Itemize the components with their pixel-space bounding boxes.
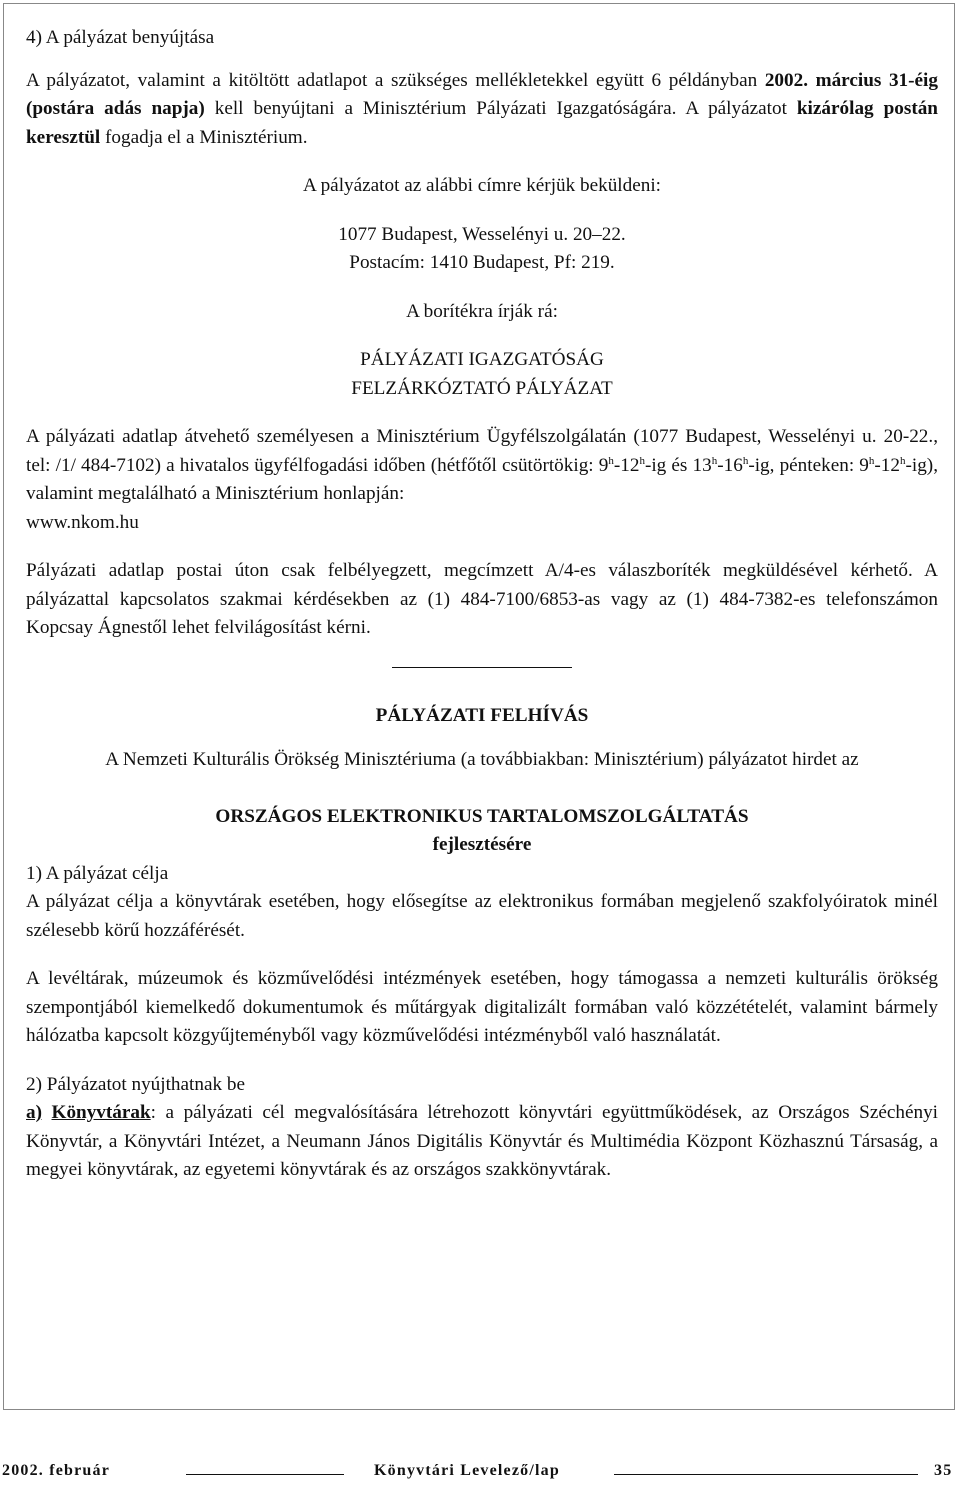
applicants-heading: 2) Pályázatot nyújthatnak be	[26, 1073, 245, 1095]
call-subject-line-2: fejlesztésére	[432, 834, 532, 855]
goal-paragraph-1: A pályázat célja a könyvtárak esetében, hogy elősegítse az elektronikus formában megjelenő szakfolyóiratok minél szélesebb körű hozzáférését.	[26, 891, 938, 941]
postal-request-paragraph: Pályázati adatlap postai úton csak felbélyegzett, megcímzett A/4-es válaszboríték megküldésével kérhető. A pályázattal kapcsolatos szakmai kérdésekben az (1) 484-7100/6853-as vagy az (1) 484-7382-es telefonszámon Kopcsay Ágnestől lehet felvilágosítást kérni.	[26, 560, 938, 638]
envelope-line-1: PÁLYÁZATI IGAZGATÓSÁG	[360, 349, 604, 370]
envelope-line-2: FELZÁRKÓZTATÓ PÁLYÁZAT	[351, 377, 613, 399]
address-line-1: 1077 Budapest, Wesselényi u. 20–22.	[338, 223, 626, 245]
call-title: PÁLYÁZATI FELHÍVÁS	[375, 704, 589, 726]
call-intro: A Nemzeti Kulturális Örökség Minisztériuma (a továbbiakban: Minisztérium) pályázatot hirdet az	[105, 749, 859, 770]
footer-rule-left	[186, 1474, 344, 1475]
footer-journal-title: Könyvtári Levelező/lap	[374, 1462, 560, 1479]
document-body	[26, 24, 938, 1185]
goal-paragraph-2: A levéltárak, múzeumok és közművelődési intézmények esetében, hogy támogassa a nemzeti kulturális örökség szempontjából kiemelkedő dokumentumok és műtárgyak digitalizált formában való közzétételét, valamint bármely hálózatba kapcsolt közgyűjteményből vagy közművelődési intézményből való használatát.	[26, 968, 938, 1046]
address-line-2: Postacím: 1410 Budapest, Pf: 219.	[349, 252, 615, 273]
website-link[interactable]: www.nkom.hu	[26, 511, 139, 533]
form-availability-paragraph: A pályázati adatlap átvehető személyesen a Minisztérium Ügyfélszolgálatán (1077 Budapest, Wesselényi u. 20-22., tel: /1/ 484-7102) a hivatalos ügyfélfogadási időben (hétfőtől csütörtökig: 9$^h$-12$^h$-ig és 13$^h$-16$^h$-ig, pénteken: 9$^h$-12$^h$-ig), valamint megtalálható a Minisztérium honlapján:	[26, 426, 938, 504]
envelope-intro: A borítékra írják rá:	[406, 300, 558, 322]
goal-heading: 1) A pályázat célja	[26, 862, 169, 884]
applicants-libraries-paragraph: a) Könyvtárak: a pályázati cél megvalósítására létrehozott könyvtári együttműködések, az Országos Széchényi Könyvtár, a Könyvtári Intézet, a Neumann János Digitális Könyvtár és Multimédia Központ Közhasznú Társaság, a megyei könyvtárak, az egyetemi könyvtárak és az országos szakkönyvtárak.	[26, 1102, 938, 1180]
footer-rule-right	[614, 1474, 918, 1475]
call-subject-line-1: ORSZÁGOS ELEKTRONIKUS TARTALOMSZOLGÁLTATÁS	[215, 805, 749, 827]
submission-paragraph: A pályázatot, valamint a kitöltött adatlapot a szükséges mellékletekkel együtt 6 példányban 2002. március 31-éig (postára adás napja) kell benyújtani a Minisztérium Pályázati Igazgatóságára. A pályázatot kizárólag postán keresztül fogadja el a Minisztérium.	[26, 69, 938, 148]
section-4-heading: 4) A pályázat benyújtása	[26, 27, 215, 48]
address-intro: A pályázatot az alábbi címre kérjük beküldeni:	[302, 175, 662, 196]
footer-date: 2002. február	[2, 1462, 111, 1479]
page-footer	[0, 1462, 960, 1486]
footer-page-number: 35	[934, 1462, 953, 1479]
